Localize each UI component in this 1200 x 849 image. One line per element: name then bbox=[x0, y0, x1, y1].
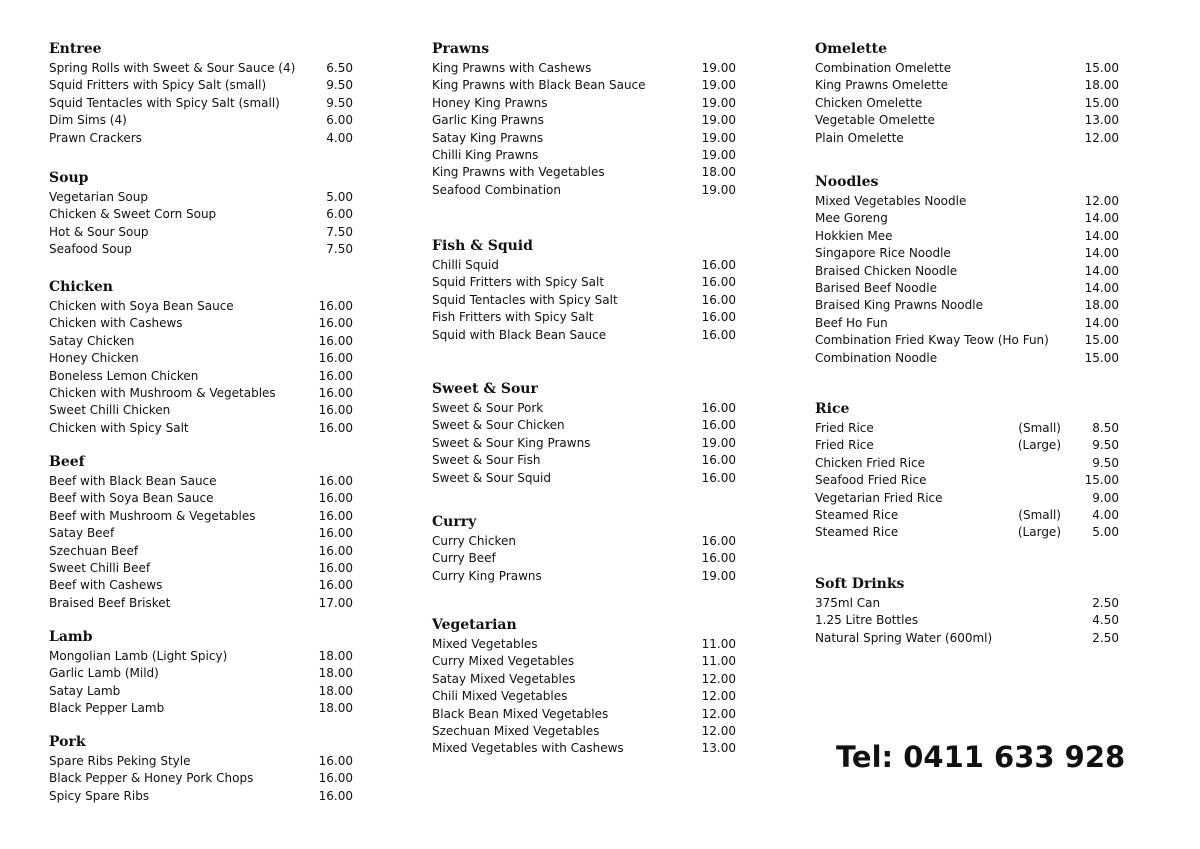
section-heading: Soft Drinks bbox=[815, 576, 905, 592]
menu-item-price: 19.00 bbox=[701, 182, 736, 197]
menu-item bbox=[432, 740, 738, 757]
menu-item-price: 13.00 bbox=[701, 741, 736, 756]
menu-item-name: Barised Beef Noodle bbox=[815, 280, 937, 295]
menu-item-price: 16.00 bbox=[318, 474, 353, 488]
menu-item-price: 16.00 bbox=[701, 258, 736, 272]
menu-item-price: 16.00 bbox=[318, 788, 353, 803]
menu-item bbox=[432, 130, 738, 147]
menu-item bbox=[49, 60, 355, 77]
menu-item-name: Vegetarian Fried Rice bbox=[815, 490, 943, 505]
menu-item bbox=[432, 60, 738, 77]
menu-item-price: 9.50 bbox=[1092, 438, 1119, 453]
menu-section-noodles bbox=[815, 171, 1121, 367]
menu-item-name: Chicken Fried Rice bbox=[815, 455, 926, 470]
menu-item-price: 18.00 bbox=[318, 683, 353, 698]
menu-item-price: 16.00 bbox=[701, 401, 736, 415]
menu-item-name: Vegetarian Soup bbox=[49, 190, 148, 204]
menu-item-name: Beef with Cashews bbox=[49, 578, 163, 593]
menu-item-name: Curry King Prawns bbox=[432, 568, 542, 583]
menu-item bbox=[815, 490, 1121, 507]
section-heading: Entree bbox=[49, 41, 102, 57]
menu-item bbox=[815, 245, 1121, 262]
menu-item bbox=[432, 671, 738, 688]
menu-item-price: 18.00 bbox=[318, 666, 353, 681]
menu-item-name: King Prawns with Black Bean Sauce bbox=[432, 78, 646, 93]
menu-item-name: Curry Beef bbox=[432, 551, 496, 566]
menu-item bbox=[432, 257, 738, 274]
menu-item-price: 12.00 bbox=[701, 723, 736, 738]
menu-item-name: Braised Chicken Noodle bbox=[815, 263, 958, 278]
menu-item-name: Fried Rice bbox=[815, 421, 874, 435]
menu-item bbox=[815, 595, 1121, 612]
menu-item-name: Szechuan Mixed Vegetables bbox=[432, 723, 600, 738]
menu-item bbox=[49, 189, 355, 206]
menu-item-name: Beef with Soya Bean Sauce bbox=[49, 491, 214, 506]
menu-item-name: Chilli King Prawns bbox=[432, 147, 539, 162]
section-heading: Vegetarian bbox=[432, 617, 517, 633]
menu-item bbox=[815, 472, 1121, 489]
menu-item bbox=[815, 280, 1121, 297]
menu-item-name: Seafood Fried Rice bbox=[815, 473, 927, 488]
menu-item-price: 19.00 bbox=[701, 130, 736, 145]
menu-item-price: 16.00 bbox=[701, 418, 736, 433]
menu-item-name: Hot & Sour Soup bbox=[49, 224, 149, 239]
menu-item bbox=[49, 700, 355, 717]
menu-item-name: Squid with Black Bean Sauce bbox=[432, 327, 607, 342]
menu-item-name: Sweet Chilli Chicken bbox=[49, 403, 171, 418]
menu-item bbox=[815, 263, 1121, 280]
menu-item-price: 16.00 bbox=[318, 491, 353, 506]
menu-section-vegetarian bbox=[432, 614, 738, 758]
menu-item bbox=[432, 95, 738, 112]
menu-item bbox=[49, 525, 355, 542]
menu-item bbox=[432, 533, 738, 550]
menu-item-price: 12.00 bbox=[701, 706, 736, 721]
menu-item-price: 6.50 bbox=[326, 61, 353, 75]
menu-item bbox=[49, 770, 355, 787]
menu-item-price: 19.00 bbox=[701, 95, 736, 110]
menu-item-price: 15.00 bbox=[1084, 473, 1119, 488]
menu-item-size: (Large) bbox=[1017, 525, 1061, 540]
menu-item bbox=[815, 524, 1121, 541]
menu-section-sweet-and-sour bbox=[432, 378, 738, 487]
menu-item bbox=[49, 130, 355, 147]
menu-item-price: 15.00 bbox=[1084, 95, 1119, 110]
menu-item-price: 7.50 bbox=[326, 224, 353, 239]
menu-item-price: 5.00 bbox=[326, 190, 353, 204]
menu-item-price: 16.00 bbox=[318, 299, 353, 313]
menu-item bbox=[432, 400, 738, 417]
menu-item bbox=[49, 350, 355, 367]
menu-item bbox=[432, 309, 738, 326]
menu-item-name: Vegetable Omelette bbox=[815, 113, 935, 128]
menu-item-name: King Prawns with Cashews bbox=[432, 61, 592, 75]
menu-item-name: Chicken with Mushroom & Vegetables bbox=[49, 385, 276, 400]
menu-item bbox=[49, 315, 355, 332]
menu-item-price: 16.00 bbox=[701, 534, 736, 548]
menu-item-name: Mee Goreng bbox=[815, 211, 888, 226]
menu-item-name: Beef with Black Bean Sauce bbox=[49, 474, 217, 488]
menu-item bbox=[815, 437, 1121, 454]
menu-item-name: Squid Fritters with Spicy Salt (small) bbox=[49, 78, 267, 93]
menu-item bbox=[49, 595, 355, 612]
menu-item-price: 18.00 bbox=[318, 701, 353, 716]
menu-item-name: Satay Mixed Vegetables bbox=[432, 671, 576, 686]
menu-item-name: Seafood Soup bbox=[49, 242, 132, 257]
menu-item-price: 16.00 bbox=[318, 754, 353, 768]
menu-item-price: 16.00 bbox=[701, 275, 736, 290]
menu-item bbox=[815, 350, 1121, 367]
menu-item bbox=[49, 333, 355, 350]
menu-item-name: Satay Beef bbox=[49, 526, 115, 541]
menu-item bbox=[49, 665, 355, 682]
menu-item-price: 9.00 bbox=[1092, 490, 1119, 505]
menu-item-name: Spicy Spare Ribs bbox=[49, 788, 150, 803]
menu-item-name: Satay Chicken bbox=[49, 333, 135, 348]
menu-item-name: Curry Chicken bbox=[432, 534, 516, 548]
menu-item-price: 16.00 bbox=[318, 526, 353, 541]
menu-item bbox=[49, 683, 355, 700]
menu-item bbox=[432, 723, 738, 740]
menu-item bbox=[432, 470, 738, 487]
menu-item-name: Sweet & Sour King Prawns bbox=[432, 435, 591, 450]
menu-item-name: Beef Ho Fun bbox=[815, 315, 888, 330]
menu-item bbox=[49, 577, 355, 594]
menu-item bbox=[432, 550, 738, 567]
menu-item-price: 15.00 bbox=[1084, 350, 1119, 365]
telephone-number: Tel: 0411 633 928 bbox=[836, 740, 1126, 774]
menu-item bbox=[432, 274, 738, 291]
menu-item-price: 18.00 bbox=[1084, 298, 1119, 313]
menu-item-name: Honey Chicken bbox=[49, 351, 139, 366]
menu-item bbox=[815, 228, 1121, 245]
menu-item-name: Braised Beef Brisket bbox=[49, 595, 171, 610]
menu-item-name: Sweet & Sour Pork bbox=[432, 401, 544, 415]
menu-item-name: Prawn Crackers bbox=[49, 130, 142, 145]
menu-item-price: 12.00 bbox=[1084, 130, 1119, 145]
menu-section-beef bbox=[49, 451, 355, 612]
menu-item-name: Curry Mixed Vegetables bbox=[432, 654, 575, 669]
menu-item-name: Beef with Mushroom & Vegetables bbox=[49, 508, 256, 523]
menu-item-name: Dim Sims (4) bbox=[49, 113, 127, 128]
menu-item-name: Fish Fritters with Spicy Salt bbox=[432, 310, 594, 325]
menu-item bbox=[49, 543, 355, 560]
menu-item bbox=[49, 368, 355, 385]
menu-item bbox=[432, 417, 738, 434]
section-heading: Omelette bbox=[815, 41, 887, 57]
menu-item-price: 14.00 bbox=[1084, 211, 1119, 226]
menu-item-name: Hokkien Mee bbox=[815, 228, 893, 243]
menu-item bbox=[815, 332, 1121, 349]
menu-item-name: Fried Rice bbox=[815, 438, 874, 453]
menu-item-name: Black Pepper & Honey Pork Chops bbox=[49, 771, 254, 786]
menu-section-omelette bbox=[815, 38, 1121, 147]
menu-item-price: 19.00 bbox=[701, 113, 736, 128]
menu-item bbox=[49, 508, 355, 525]
menu-item-price: 16.00 bbox=[318, 543, 353, 558]
menu-section-pork bbox=[49, 731, 355, 805]
menu-item-price: 16.00 bbox=[318, 560, 353, 575]
menu-item-price: 19.00 bbox=[701, 147, 736, 162]
menu-item-name: Black Bean Mixed Vegetables bbox=[432, 706, 609, 721]
menu-section-chicken bbox=[49, 276, 355, 437]
section-heading: Pork bbox=[49, 734, 86, 750]
menu-section-soup bbox=[49, 167, 355, 259]
menu-item-price: 18.00 bbox=[318, 649, 353, 663]
menu-item-price: 12.00 bbox=[701, 689, 736, 704]
menu-item-price: 14.00 bbox=[1084, 315, 1119, 330]
menu-item-name: Sweet & Sour Squid bbox=[432, 470, 551, 485]
menu-item-price: 14.00 bbox=[1084, 280, 1119, 295]
menu-item-name: Singapore Rice Noodle bbox=[815, 246, 951, 261]
menu-item-price: 15.00 bbox=[1084, 61, 1119, 75]
menu-item-name: Combination Fried Kway Teow (Ho Fun) bbox=[815, 333, 1049, 348]
section-heading: Curry bbox=[432, 514, 477, 530]
menu-item-name: Seafood Combination bbox=[432, 182, 561, 197]
menu-item-name: Sweet & Sour Fish bbox=[432, 453, 541, 468]
menu-item bbox=[432, 182, 738, 199]
menu-item-name: Sweet Chilli Beef bbox=[49, 560, 151, 575]
menu-item-price: 9.50 bbox=[326, 78, 353, 93]
menu-section-fish-and-squid bbox=[432, 235, 738, 344]
menu-item-name: Sweet & Sour Chicken bbox=[432, 418, 565, 433]
menu-item-price: 15.00 bbox=[1084, 333, 1119, 348]
menu-item-name: Black Pepper Lamb bbox=[49, 701, 165, 716]
menu-item bbox=[49, 753, 355, 770]
menu-item bbox=[49, 648, 355, 665]
menu-item-name: Squid Tentacles with Spicy Salt (small) bbox=[49, 95, 280, 110]
menu-item bbox=[49, 385, 355, 402]
menu-item-name: Chicken with Spicy Salt bbox=[49, 420, 189, 435]
menu-item-name: Squid Tentacles with Spicy Salt bbox=[432, 292, 618, 307]
menu-item bbox=[49, 95, 355, 112]
menu-item bbox=[815, 455, 1121, 472]
menu-item-name: Chicken Omelette bbox=[815, 95, 923, 110]
menu-item-price: 2.50 bbox=[1092, 596, 1119, 610]
menu-item-price: 16.00 bbox=[701, 292, 736, 307]
menu-item-price: 12.00 bbox=[1084, 194, 1119, 208]
menu-item-price: 16.00 bbox=[318, 368, 353, 383]
menu-item-price: 16.00 bbox=[701, 470, 736, 485]
menu-item-price: 4.00 bbox=[1092, 507, 1119, 522]
menu-item-price: 16.00 bbox=[318, 351, 353, 366]
menu-item bbox=[432, 147, 738, 164]
menu-item-name: Szechuan Beef bbox=[49, 543, 139, 558]
menu-item-price: 6.00 bbox=[326, 207, 353, 222]
menu-item-price: 18.00 bbox=[1084, 78, 1119, 93]
menu-item bbox=[49, 298, 355, 315]
menu-item-name: Spare Ribs Peking Style bbox=[49, 754, 191, 768]
menu-item bbox=[815, 507, 1121, 524]
menu-item-price: 2.50 bbox=[1092, 630, 1119, 645]
menu-item bbox=[49, 206, 355, 223]
menu-item-name: 1.25 Litre Bottles bbox=[815, 613, 919, 628]
menu-item-price: 9.50 bbox=[326, 95, 353, 110]
menu-item-size: (Small) bbox=[1018, 507, 1061, 522]
menu-item bbox=[49, 241, 355, 258]
menu-item bbox=[49, 402, 355, 419]
menu-item bbox=[49, 788, 355, 805]
menu-section-rice bbox=[815, 398, 1121, 542]
menu-item bbox=[432, 292, 738, 309]
menu-item bbox=[815, 612, 1121, 629]
menu-item bbox=[49, 420, 355, 437]
menu-item bbox=[815, 60, 1121, 77]
menu-item bbox=[49, 490, 355, 507]
menu-item-name: Honey King Prawns bbox=[432, 95, 548, 110]
menu-item-name: Chili Mixed Vegetables bbox=[432, 689, 568, 704]
menu-item-price: 16.00 bbox=[701, 310, 736, 325]
menu-item-price: 16.00 bbox=[318, 403, 353, 418]
menu-item bbox=[432, 435, 738, 452]
menu-item-price: 14.00 bbox=[1084, 246, 1119, 261]
menu-item-price: 11.00 bbox=[701, 637, 736, 651]
menu-item-price: 4.00 bbox=[326, 130, 353, 145]
menu-item-name: King Prawns with Vegetables bbox=[432, 165, 605, 180]
menu-item bbox=[432, 706, 738, 723]
menu-item-price: 16.00 bbox=[318, 578, 353, 593]
menu-item-name: Mixed Vegetables Noodle bbox=[815, 194, 967, 208]
menu-item-price: 16.00 bbox=[701, 453, 736, 468]
menu-item-price: 14.00 bbox=[1084, 228, 1119, 243]
menu-item bbox=[49, 224, 355, 241]
menu-item bbox=[49, 560, 355, 577]
menu-item bbox=[815, 630, 1121, 647]
menu-item bbox=[432, 653, 738, 670]
menu-item-name: Steamed Rice bbox=[815, 507, 899, 522]
menu-item bbox=[815, 420, 1121, 437]
menu-item-price: 13.00 bbox=[1084, 113, 1119, 128]
menu-item-name: Chicken & Sweet Corn Soup bbox=[49, 207, 217, 222]
section-heading: Prawns bbox=[432, 41, 490, 57]
menu-item-name: Steamed Rice bbox=[815, 525, 899, 540]
menu-item-price: 16.00 bbox=[318, 771, 353, 786]
menu-item-name: Natural Spring Water (600ml) bbox=[815, 630, 993, 645]
menu-item-price: 14.00 bbox=[1084, 263, 1119, 278]
menu-item-name: Satay King Prawns bbox=[432, 130, 544, 145]
menu-item-name: Combination Noodle bbox=[815, 350, 938, 365]
menu-item bbox=[815, 315, 1121, 332]
section-heading: Chicken bbox=[49, 279, 113, 295]
menu-item-price: 16.00 bbox=[701, 327, 736, 342]
menu-item-name: King Prawns Omelette bbox=[815, 78, 949, 93]
menu-item bbox=[432, 112, 738, 129]
menu-item bbox=[432, 77, 738, 94]
menu-item bbox=[815, 297, 1121, 314]
menu-item-name: Chilli Squid bbox=[432, 258, 499, 272]
menu-item-name: Mixed Vegetables bbox=[432, 637, 538, 651]
section-heading: Sweet & Sour bbox=[432, 381, 538, 397]
menu-item-price: 16.00 bbox=[318, 420, 353, 435]
menu-item bbox=[815, 77, 1121, 94]
menu-item-size: (Large) bbox=[1017, 438, 1061, 453]
menu-item bbox=[49, 112, 355, 129]
menu-item-name: Plain Omelette bbox=[815, 130, 904, 145]
menu-item bbox=[432, 636, 738, 653]
menu-item bbox=[815, 95, 1121, 112]
menu-item-price: 19.00 bbox=[701, 568, 736, 583]
menu-item-price: 16.00 bbox=[318, 316, 353, 331]
menu-item-name: 375ml Can bbox=[815, 596, 881, 610]
menu-item-price: 7.50 bbox=[326, 242, 353, 257]
menu-item bbox=[49, 473, 355, 490]
section-heading: Noodles bbox=[815, 174, 879, 190]
menu-section-soft-drinks bbox=[815, 573, 1121, 647]
menu-section-curry bbox=[432, 511, 738, 585]
menu-item-name: Chicken with Soya Bean Sauce bbox=[49, 299, 234, 313]
menu-section-lamb bbox=[49, 626, 355, 718]
menu-item-price: 16.00 bbox=[318, 333, 353, 348]
menu-item-size: (Small) bbox=[1018, 421, 1061, 435]
menu-section-entree bbox=[49, 38, 355, 147]
menu-item-name: Mongolian Lamb (Light Spicy) bbox=[49, 649, 228, 663]
menu-section-prawns bbox=[432, 38, 738, 199]
menu-item-name: Squid Fritters with Spicy Salt bbox=[432, 275, 605, 290]
menu-item bbox=[815, 193, 1121, 210]
menu-item bbox=[432, 568, 738, 585]
section-heading: Rice bbox=[815, 401, 850, 417]
menu-item bbox=[815, 130, 1121, 147]
menu-item bbox=[432, 327, 738, 344]
menu-item-name: Mixed Vegetables with Cashews bbox=[432, 741, 624, 756]
menu-item-price: 16.00 bbox=[318, 385, 353, 400]
menu-item-price: 19.00 bbox=[701, 435, 736, 450]
section-heading: Lamb bbox=[49, 629, 93, 645]
menu-item bbox=[815, 112, 1121, 129]
menu-item-price: 12.00 bbox=[701, 671, 736, 686]
menu-item-name: Combination Omelette bbox=[815, 61, 952, 75]
menu-item-price: 18.00 bbox=[701, 165, 736, 180]
menu-item-price: 5.00 bbox=[1092, 525, 1119, 540]
menu-item-price: 9.50 bbox=[1092, 455, 1119, 470]
menu-item-price: 11.00 bbox=[701, 654, 736, 669]
menu-item-price: 16.00 bbox=[701, 551, 736, 566]
menu-item-name: Garlic Lamb (Mild) bbox=[49, 666, 159, 681]
menu-item bbox=[815, 210, 1121, 227]
section-heading: Soup bbox=[49, 170, 89, 186]
menu-item-price: 6.00 bbox=[326, 113, 353, 128]
menu-item-price: 17.00 bbox=[318, 595, 353, 610]
menu-item-price: 8.50 bbox=[1092, 421, 1119, 435]
menu-item-price: 16.00 bbox=[318, 508, 353, 523]
menu-item-name: Boneless Lemon Chicken bbox=[49, 368, 199, 383]
section-heading: Beef bbox=[49, 454, 85, 470]
menu-item bbox=[432, 688, 738, 705]
menu-item-name: Braised King Prawns Noodle bbox=[815, 298, 983, 313]
menu-item-name: Spring Rolls with Sweet & Sour Sauce (4) bbox=[49, 61, 296, 75]
menu-item bbox=[432, 164, 738, 181]
menu-item-price: 19.00 bbox=[701, 61, 736, 75]
menu-item bbox=[432, 452, 738, 469]
menu-item bbox=[49, 77, 355, 94]
menu-item-name: Chicken with Cashews bbox=[49, 316, 183, 331]
section-heading: Fish & Squid bbox=[432, 238, 533, 254]
menu-item-price: 19.00 bbox=[701, 78, 736, 93]
menu-item-name: Garlic King Prawns bbox=[432, 113, 544, 128]
menu-item-price: 4.50 bbox=[1092, 613, 1119, 628]
menu-item-name: Satay Lamb bbox=[49, 683, 121, 698]
